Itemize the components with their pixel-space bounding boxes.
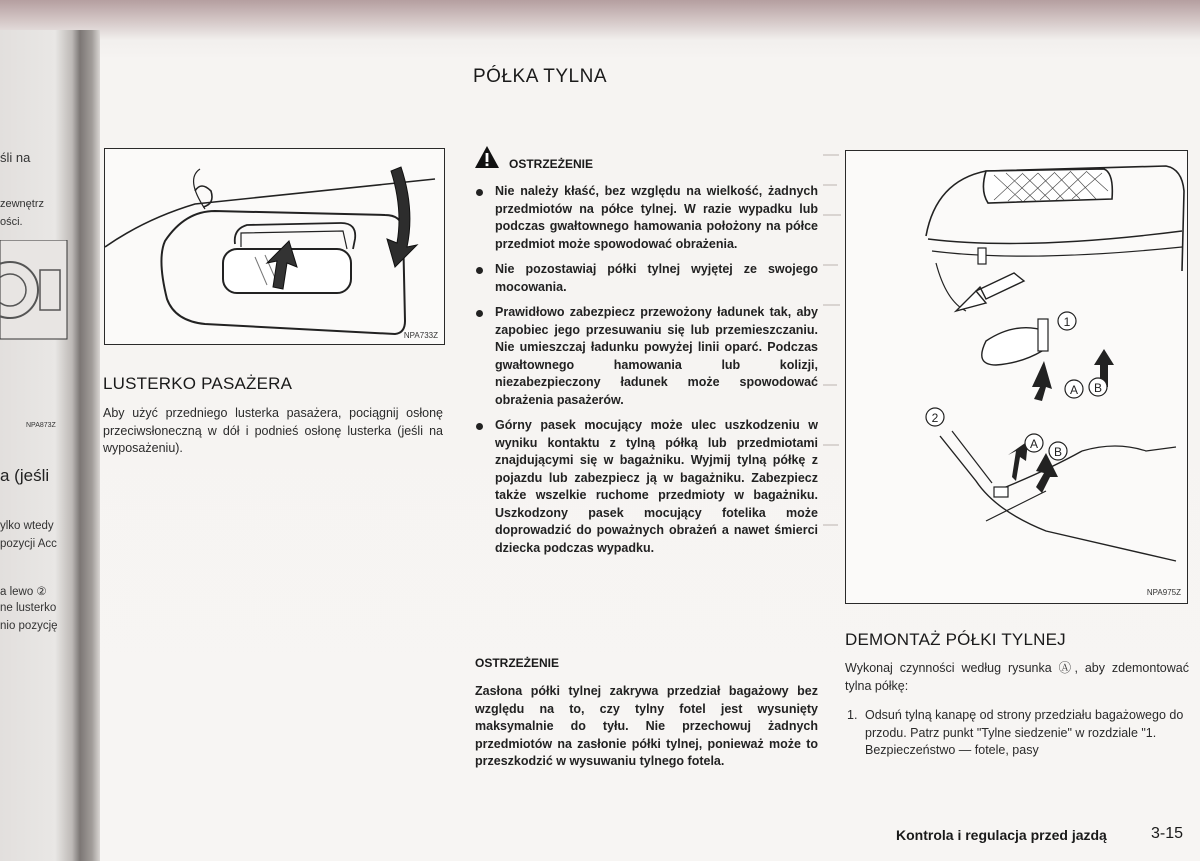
facing-page-fragment: ylko wtedy (0, 520, 54, 532)
label-1: 1 (1063, 315, 1071, 329)
facing-page-fragment: ości. (0, 216, 23, 228)
figure-code: NPA975Z (1146, 588, 1181, 597)
second-warning-title: OSTRZEŻENIE (475, 656, 560, 670)
passenger-mirror-text: Aby użyć przedniego lusterka pasażera, pociągnij osłonę przeciwsłoneczną w dół i podnieś osłonę lusterka (jeśli na wyposażeniu). (103, 406, 443, 455)
bullet-dot (476, 189, 483, 196)
facing-page-fragment: ne lusterko (0, 602, 57, 614)
section-heading-shelf-removal: DEMONTAŻ PÓŁKI TYLNEJ (845, 630, 1066, 649)
svg-text:A: A (1029, 437, 1039, 451)
facing-page-fragment: zewnętrz (0, 198, 45, 210)
rear-shelf-removal-figure (845, 150, 1188, 604)
removal-steps-list (845, 707, 1189, 760)
warning-title: OSTRZEŻENIE (509, 157, 594, 171)
warning-text: Nie pozostawiaj półki tylnej wyjętej ze swojego mocowania. (495, 262, 818, 294)
facing-page-fragment: a lewo ② (0, 586, 47, 598)
page-number: 3-15 (1151, 825, 1184, 842)
page-title: PÓŁKA TYLNA (473, 66, 607, 87)
bullet-dot (476, 310, 483, 317)
sun-visor-mirror-figure (104, 148, 445, 345)
shelf-removal-intro: Wykonaj czynności według rysunka Ⓐ, aby zdemontować tylna półkę: (845, 661, 1189, 693)
sun-visor-illustration (105, 149, 444, 344)
list-item (475, 261, 818, 296)
figure-code: NPA733Z (403, 331, 438, 340)
list-item (845, 707, 1189, 760)
warning-text: Nie należy kłaść, bez względu na wielkość, żadnych przedmiotów na półce tylnej. W razie wypadku lub podczas gwałtownego hamowania położony na półce przedmiot może spowodować obrażenia. (495, 184, 818, 251)
bullet-dot (476, 267, 483, 274)
second-warning-text: Zasłona półki tylnej zakrywa przedział bagażowy bez względu na to, czy tylny fotel jest wysunięty maksymalnie do tyłu. Nie przechowuj żadnych przedmiotów na zasłonie półki tylnej, ponieważ może to przeszkodzić w wysuwaniu tylnego fotela. (475, 684, 818, 768)
facing-page-fragment: a (jeśli (0, 466, 50, 485)
facing-page-figure-code: NPA873Z (26, 422, 56, 429)
svg-text:2: 2 (931, 411, 939, 425)
step-text: Odsuń tylną kanapę od strony przedziału bagażowego do przodu. Patrz punkt "Tylne siedzenie" w rozdziale "1. Bezpieczeństwo — fotele, pasy (865, 708, 1184, 757)
svg-text:B: B (1053, 445, 1063, 459)
svg-text:A: A (1069, 383, 1079, 397)
svg-text:B: B (1093, 381, 1103, 395)
warning-list (475, 183, 818, 565)
warning-text: Górny pasek mocujący może ulec uszkodzeniu w wyniku kontaktu z tylną półką lub przedmiotami znajdującymi się w bagażniku. Wyjmij tylną półkę z pojazdu lub zabezpiecz ją w bagażniku. Zabezpiecz także wszelkie ruchome przedmioty w bagażniku. Uszkodzony pasek mocujący fotelika może doprowadzić do poważnych obrażeń a nawet śmierci dziecka podczas wypadku. (495, 418, 818, 555)
facing-page-fragment: śli na (0, 150, 31, 165)
facing-page-illustration (0, 240, 68, 340)
bullet-dot (476, 423, 483, 430)
rear-shelf-illustration (846, 151, 1187, 603)
list-item (475, 417, 818, 557)
show-through-text (823, 145, 843, 775)
facing-page-fragment: pozycji Acc (0, 538, 57, 550)
facing-page-fragment: nio pozycję (0, 620, 58, 632)
step-number: 1. (847, 708, 858, 722)
warning-triangle-icon (474, 145, 500, 169)
footer-section-title: Kontrola i regulacja przed jazdą (896, 827, 1107, 843)
warning-text: Prawidłowo zabezpiecz przewożony ładunek tak, aby zapobiec jego przesuwaniu się lub przemieszczaniu. Nie umieszczaj ładunku powyżej linii oparć. Podczas gwałtownego hamowania lub kolizji, niezabezpieczony ładunek może spowodować obrażenia pasażerów. (495, 305, 818, 407)
list-item (475, 183, 818, 253)
page-top-shadow (0, 0, 1200, 40)
section-heading-passenger-mirror: LUSTERKO PASAŻERA (103, 374, 293, 393)
list-item (475, 304, 818, 409)
